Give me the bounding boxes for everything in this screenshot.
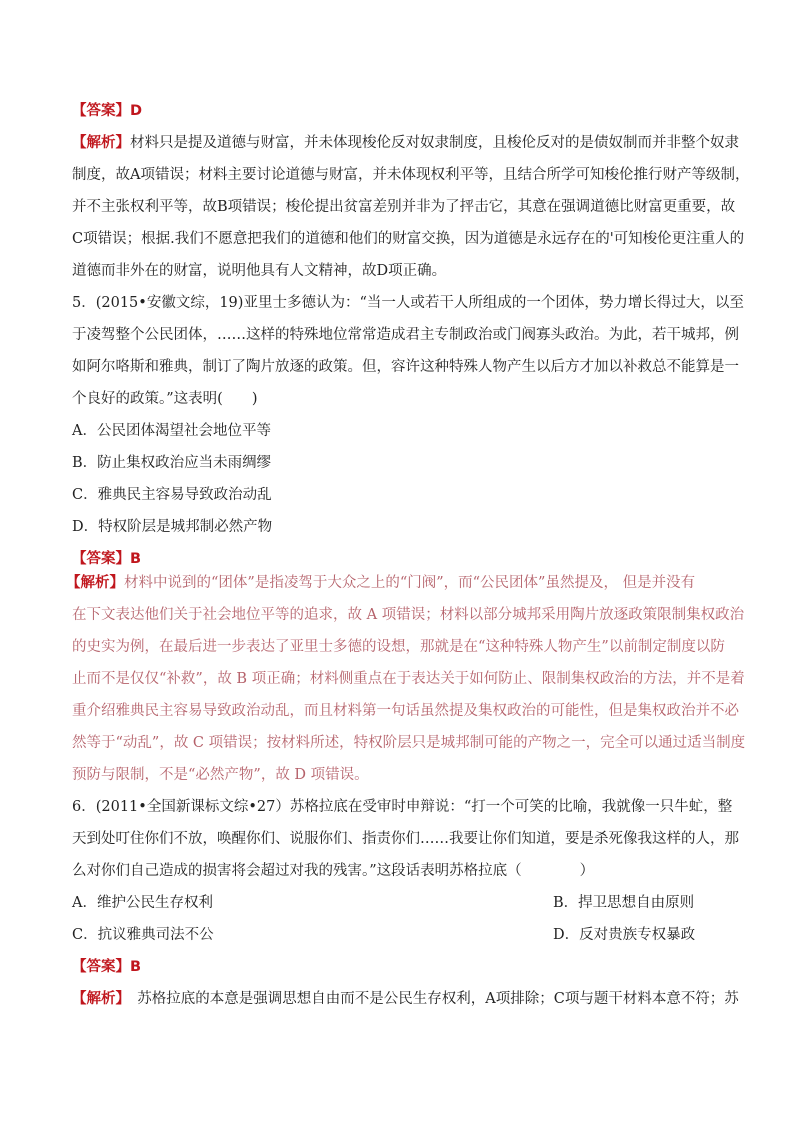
q5-answer: B — [130, 551, 142, 567]
q4-analysis-line-2: 制度，故A项错误；材料主要讨论道德与财富，并未体现权利平等，且结合所学可知梭伦推行财产等级制， — [72, 167, 750, 183]
q5-stem-line-2: 于凌驾整个公民团体，……这样的特殊地位常常造成君主专制政治或门阀寡头政治。为此，若干城邦，例 — [72, 327, 739, 343]
q4-analysis-text-1: 材料只是提及道德与财富，并未体现梭伦反对奴隶制度，且梭伦反对的是债奴制而并非整个奴隶 — [130, 135, 739, 151]
q5-stem-line-3: 如阿尔咯斯和雅典，制订了陶片放逐的政策。但，容许这种特殊人物产生以后方才加以补救总不能算是一 — [72, 359, 739, 375]
q5-stem-line-4: 个良好的政策。”这表明( ) — [72, 391, 258, 407]
q4-answer-line — [72, 101, 142, 121]
q6-option-d: D．反对贵族专权暴政 — [553, 927, 696, 943]
q5-answer-line — [72, 549, 141, 569]
q5-option-a: A．公民团体渴望社会地位平等 — [72, 423, 271, 439]
answer-label: 【答案】 — [72, 102, 130, 119]
q6-option-a: A．维护公民生存权利 — [72, 895, 213, 911]
q5-analysis-line-1 — [66, 573, 695, 593]
q5-stem-line-1: 5．(2015•安徽文综，19)亚里士多德认为：“当一人或若干人所组成的一个团体，势力增长得过大，以至 — [72, 295, 744, 311]
analysis-label: 【解析】 — [72, 134, 130, 151]
analysis-label: 【解析】 — [66, 574, 124, 591]
q6-option-b: B．捍卫思想自由原则 — [553, 895, 695, 911]
q4-analysis-line-5: 道德而非外在的财富，说明他具有人文精神，故D项正确。 — [72, 263, 447, 279]
q4-analysis-line-4: C项错误；根据.我们不愿意把我们的道德和他们的财富交换，因为道德是永远存在的'可知梭伦更注重人的 — [72, 231, 745, 247]
q6-analysis-line-1 — [72, 989, 739, 1009]
q6-answer: B — [130, 959, 142, 975]
q6-stem-line-2: 天到处叮住你们不放，唤醒你们、说服你们、指责你们……我要让你们知道，要是杀死像我这样的人，那 — [72, 831, 739, 847]
q6-answer-line — [72, 957, 141, 977]
q6-stem-line-1: 6．(2011•全国新课标文综•27）苏格拉底在受审时申辩说：“打一个可笑的比喻，我就像一只牛虻，整 — [72, 799, 733, 815]
q6-option-c: C．抗议雅典司法不公 — [72, 927, 214, 943]
analysis-label: 【解析】 — [72, 990, 123, 1007]
q5-analysis-line-4: 止而不是仅仅“补救”，故 B 项正确；材料侧重点在于表达关于如何防止、限制集权政治的方法，并不是着 — [72, 671, 745, 687]
q5-analysis-line-6: 然等于“动乱”，故 C 项错误；按材料所述，特权阶层只是城邦制可能的产物之一，完全可以通过适当制度 — [72, 735, 746, 751]
q5-option-d: D．特权阶层是城邦制必然产物 — [72, 519, 273, 535]
q5-option-b: B．防止集权政治应当未雨绸缪 — [72, 455, 272, 471]
q4-analysis-line-1 — [72, 133, 739, 153]
q5-analysis-line-3: 的史实为例，在最后进一步表达了亚里士多德的设想，那就是在“这种特殊人物产生”以前制定制度以防 — [72, 639, 725, 655]
q5-analysis-text-1: 材料中说到的“团体”是指凌驾于大众之上的“门阀”，而“公民团体”虽然提及， 但是并没有 — [124, 575, 696, 591]
q4-answer: D — [130, 103, 143, 119]
q6-stem-line-3: 么对你们自己造成的损害将会超过对我的残害。”这段话表明苏格拉底（ ） — [72, 863, 595, 879]
q5-analysis-line-5: 重介绍雅典民主容易导致政治动乱，而且材料第一句话虽然提及集权政治的可能性，但是集权政治并不必 — [72, 703, 739, 719]
q5-option-c: C．雅典民主容易导致政治动乱 — [72, 487, 272, 503]
q6-analysis-text-1: 苏格拉底的本意是强调思想自由而不是公民生存权利，A项排除；C项与题干材料本意不符；苏 — [122, 991, 739, 1007]
q4-analysis-line-3: 并不主张权利平等，故B项错误；梭伦提出贫富差别并非为了抨击它，其意在强调道德比财富更重要，故 — [72, 199, 736, 215]
answer-label: 【答案】 — [72, 958, 130, 975]
q5-analysis-line-7: 预防与限制，不是“必然产物”，故 D 项错误。 — [72, 767, 369, 783]
answer-label: 【答案】 — [72, 550, 130, 567]
q5-analysis-line-2: 在下文表达他们关于社会地位平等的追求，故 A 项错误；材料以部分城邦采用陶片放逐政策限制集权政治 — [72, 607, 745, 623]
